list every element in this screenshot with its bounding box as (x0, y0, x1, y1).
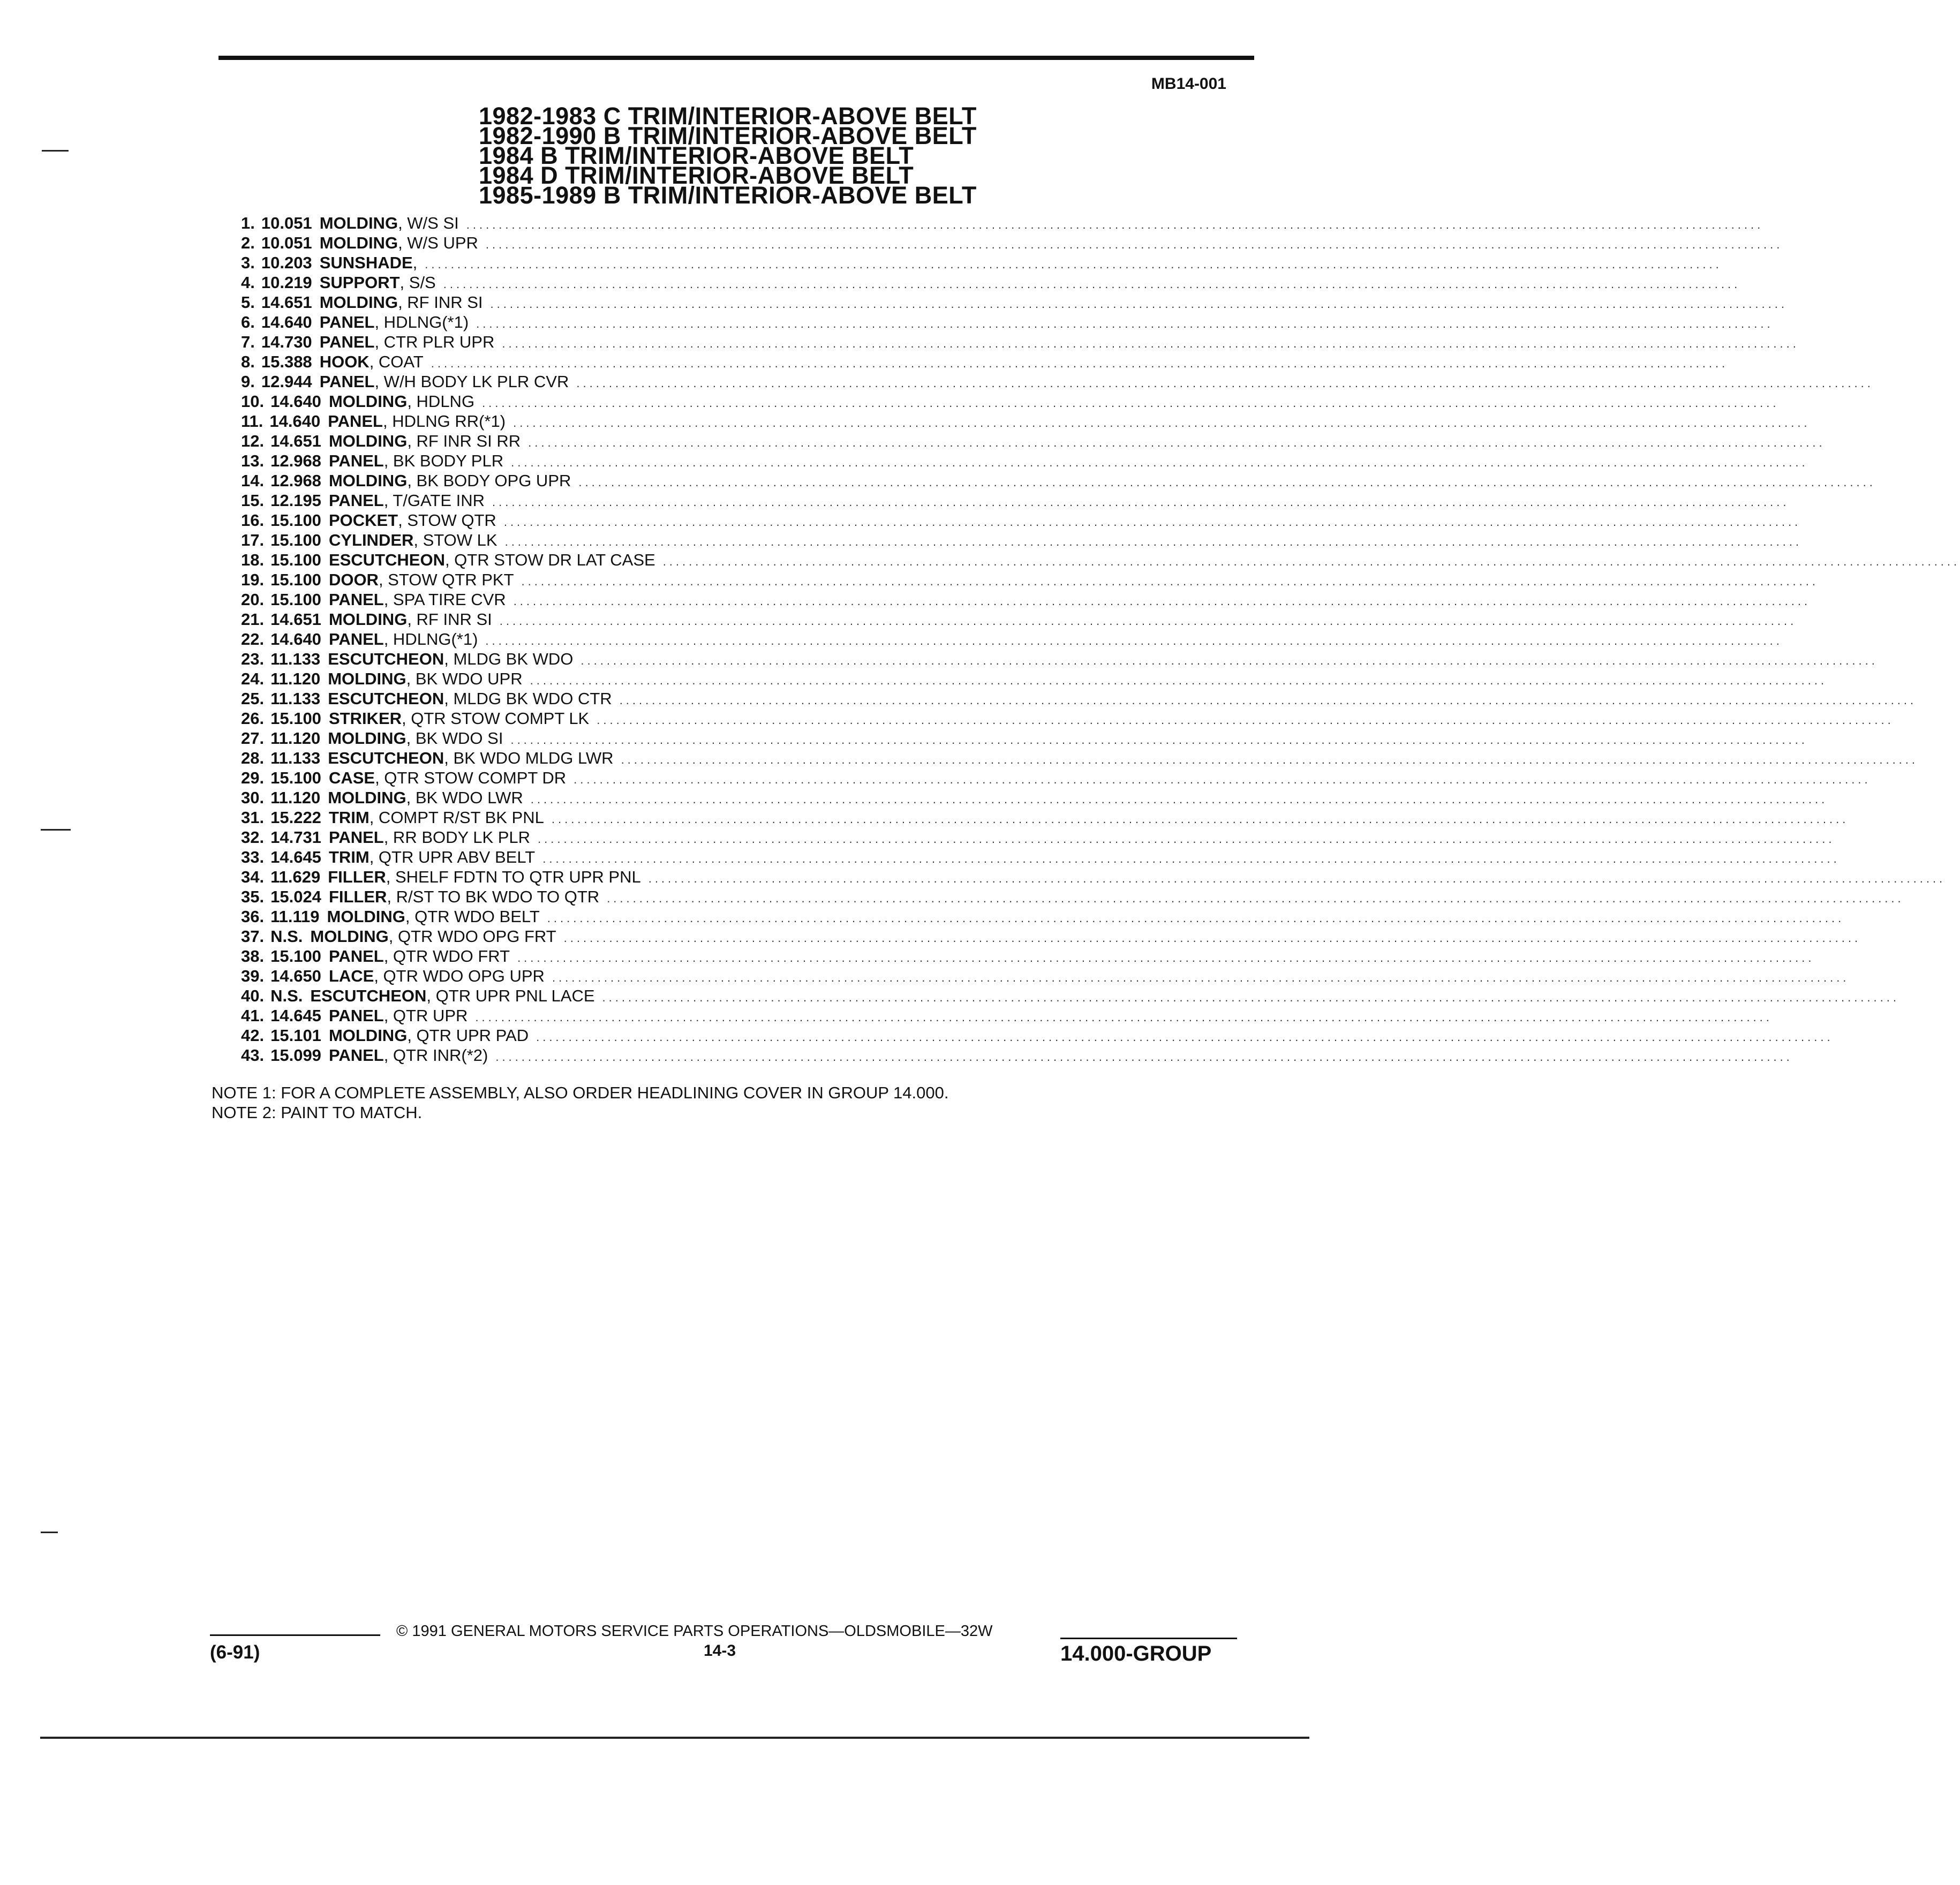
part-number: 14. (241, 471, 265, 490)
part-name: ESCUTCHEON (310, 986, 427, 1005)
part-number: 41. (241, 1006, 265, 1025)
part-row (241, 768, 1871, 788)
part-number: 10. (241, 392, 265, 411)
part-name: CYLINDER (328, 531, 414, 549)
dot-leader: ........................................................................................................................................................................................................ (495, 1050, 1793, 1064)
title-line: 1984 B TRIM/INTERIOR-ABOVE BELT (479, 142, 914, 169)
part-name: HOOK (319, 352, 370, 371)
part-row (241, 1006, 1773, 1026)
part-description: , BK WDO UPR (406, 669, 523, 688)
part-row (241, 411, 1811, 431)
dot-leader: ........................................................................................................................................................................................................ (530, 793, 1828, 806)
part-name: DOOR (328, 570, 379, 589)
part-number: 16. (241, 511, 265, 530)
part-group: 11.629 (270, 868, 321, 886)
page-number: 14-3 (704, 1642, 736, 1660)
part-number: 33. (241, 848, 265, 866)
part-name: MOLDING (328, 669, 406, 688)
part-row (241, 491, 1790, 510)
part-group: 14.640 (269, 412, 321, 431)
dot-leader: ........................................................................................................................................................................................................ (485, 238, 1783, 251)
part-group: 14.651 (270, 432, 321, 450)
dot-leader: ........................................................................................................................................................................................................ (574, 773, 1871, 786)
part-row (241, 550, 1960, 570)
part-description: , T/GATE INR (383, 491, 485, 510)
part-name: MOLDING (328, 1026, 408, 1045)
parts-list (241, 213, 1960, 1065)
dot-leader: ........................................................................................................................................................................................................ (499, 614, 1797, 628)
part-group: 11.120 (270, 669, 321, 688)
part-description: , (412, 253, 418, 272)
part-row (241, 808, 1849, 827)
part-number: 2. (241, 233, 255, 252)
part-number: 43. (241, 1046, 265, 1065)
dot-leader: ........................................................................................................................................................................................................ (482, 396, 1780, 410)
title-line: 1985-1989 B TRIM/INTERIOR-ABOVE BELT (479, 182, 977, 209)
part-group: 15.099 (270, 1046, 321, 1065)
part-name: ESCUTCHEON (328, 749, 444, 767)
part-group: 14.645 (270, 1006, 321, 1025)
footer-rule-right (1060, 1638, 1237, 1639)
part-name: MOLDING (328, 729, 406, 748)
part-number: 30. (241, 788, 265, 807)
part-description: , STOW LK (413, 531, 497, 549)
part-number: 12. (241, 432, 265, 450)
part-description: , RR BODY LK PLR (383, 828, 531, 847)
part-row (241, 649, 1878, 669)
part-row (241, 907, 1845, 926)
part-group: 15.100 (270, 531, 321, 549)
revision-date: (6-91) (210, 1642, 260, 1663)
part-group: 12.968 (270, 451, 321, 470)
dot-leader: ........................................................................................................................................................................................................ (662, 555, 1960, 568)
part-group: 14.650 (270, 967, 321, 985)
dot-leader: ........................................................................................................................................................................................................ (476, 317, 1774, 330)
part-row (241, 669, 1828, 689)
dot-leader: ........................................................................................................................................................................................................ (551, 812, 1849, 826)
part-name: FILLER (328, 887, 387, 906)
part-name: MOLDING (319, 293, 398, 312)
part-number: 32. (241, 828, 265, 847)
part-name: MOLDING (328, 432, 408, 450)
part-number: 24. (241, 669, 265, 688)
part-name: PANEL (328, 491, 384, 510)
part-number: 34. (241, 868, 265, 886)
part-name: PANEL (319, 313, 375, 331)
dot-leader: ........................................................................................................................................................................................................ (521, 575, 1819, 588)
part-row (241, 946, 1815, 966)
part-name: POCKET (328, 511, 398, 530)
part-number: 15. (241, 491, 265, 510)
copyright-text: © 1991 GENERAL MOTORS SERVICE PARTS OPERATIONS—OLDSMOBILE—32W (396, 1623, 993, 1640)
part-row (241, 431, 1826, 451)
part-group: 15.100 (270, 511, 321, 530)
part-group: 14.645 (270, 848, 321, 866)
part-description: , QTR STOW DR LAT CASE (444, 551, 655, 569)
part-group: 14.651 (261, 293, 312, 312)
part-row (241, 728, 1808, 748)
part-row (241, 926, 1861, 946)
part-description: , BK BODY PLR (383, 451, 504, 470)
part-group: 11.120 (270, 788, 321, 807)
part-description: , W/H BODY LK PLR CVR (374, 372, 569, 391)
part-number: 27. (241, 729, 265, 748)
part-name: PANEL (328, 590, 384, 609)
dot-leader: ........................................................................................................................................................................................................ (597, 713, 1894, 727)
part-name: STRIKER (328, 709, 402, 728)
part-row (241, 253, 1722, 273)
dot-leader: ........................................................................................................................................................................................................ (581, 654, 1878, 667)
part-description: , QTR UPR PAD (407, 1026, 529, 1045)
footer-rule-left (210, 1634, 380, 1636)
part-group: 15.100 (270, 709, 321, 728)
part-group: 14.640 (270, 630, 321, 649)
part-name: PANEL (328, 630, 384, 649)
part-name: PANEL (319, 372, 375, 391)
part-group: 15.100 (270, 947, 321, 966)
part-row (241, 570, 1819, 590)
part-number: 1. (241, 214, 255, 232)
dot-leader: ........................................................................................................................................................................................................ (510, 733, 1808, 747)
part-description: , MLDG BK WDO (444, 650, 574, 668)
part-description: , RF INR SI RR (407, 432, 521, 450)
dot-leader: ........................................................................................................................................................................................................ (511, 456, 1808, 469)
part-description: , STOW QTR (398, 511, 496, 530)
part-group: 11.133 (270, 650, 321, 668)
note-2: NOTE 2: PAINT TO MATCH. (212, 1103, 423, 1122)
part-number: 6. (241, 313, 255, 331)
part-row (241, 629, 1783, 649)
dot-leader: ........................................................................................................................................................................................................ (490, 297, 1788, 311)
part-row (241, 391, 1780, 411)
part-row (241, 213, 1764, 233)
part-row (241, 609, 1797, 629)
part-number: 29. (241, 768, 265, 787)
part-name: PANEL (328, 412, 383, 431)
dot-leader: ........................................................................................................................................................................................................ (466, 218, 1764, 231)
dot-leader: ........................................................................................................................................................................................................ (485, 634, 1783, 647)
part-row (241, 966, 1850, 986)
dot-leader: ........................................................................................................................................................................................................ (552, 971, 1850, 984)
dot-leader: ........................................................................................................................................................................................................ (492, 495, 1790, 509)
part-row (241, 510, 1801, 530)
part-group: 15.100 (270, 551, 321, 569)
part-description: , W/S SI (398, 214, 459, 232)
part-group: 11.120 (270, 729, 321, 748)
part-row (241, 986, 1899, 1006)
dot-leader: ........................................................................................................................................................................................................ (578, 476, 1876, 489)
part-description: , QTR UPR PNL LACE (426, 986, 595, 1005)
top-rule (218, 56, 1254, 60)
part-description: , BK WDO SI (406, 729, 503, 748)
dot-leader: ........................................................................................................................................................................................................ (431, 357, 1729, 370)
dot-leader: ........................................................................................................................................................................................................ (425, 258, 1722, 271)
part-number: 5. (241, 293, 255, 312)
dot-leader: ........................................................................................................................................................................................................ (513, 416, 1811, 429)
dot-leader: ........................................................................................................................................................................................................ (443, 277, 1741, 291)
part-name: MOLDING (310, 927, 389, 946)
part-group: 11.133 (270, 749, 321, 767)
part-row (241, 451, 1808, 471)
part-number: 18. (241, 551, 265, 569)
part-description: , MLDG BK WDO CTR (444, 689, 612, 708)
part-row (241, 372, 1874, 391)
part-group: 15.388 (261, 352, 312, 371)
part-name: MOLDING (319, 214, 398, 232)
part-name: MOLDING (328, 788, 406, 807)
dot-leader: ........................................................................................................................................................................................................ (502, 337, 1799, 350)
part-number: 35. (241, 887, 265, 906)
part-number: 31. (241, 808, 265, 827)
part-number: 13. (241, 451, 265, 470)
part-description: , QTR WDO BELT (405, 907, 540, 926)
part-description: , COAT (369, 352, 424, 371)
part-number: 11. (241, 412, 263, 431)
part-description: , BK BODY OPG UPR (407, 471, 571, 490)
dot-leader: ........................................................................................................................................................................................................ (576, 376, 1874, 390)
part-group: 10.219 (261, 273, 312, 292)
part-row (241, 689, 1917, 708)
part-group: 14.731 (270, 828, 321, 847)
part-name: PANEL (328, 451, 384, 470)
part-group: 11.133 (270, 689, 321, 708)
part-description: , QTR STOW COMPT LK (402, 709, 590, 728)
part-description: , BK WDO MLDG LWR (444, 749, 614, 767)
part-row (241, 312, 1774, 332)
part-group: 15.100 (270, 590, 321, 609)
part-description: , HDLNG(*1) (374, 313, 469, 331)
part-number: 36. (241, 907, 265, 926)
part-row (241, 708, 1894, 728)
part-number: 8. (241, 352, 255, 371)
part-name: MOLDING (327, 907, 405, 926)
part-number: 25. (241, 689, 265, 708)
part-group: N.S. (270, 927, 303, 946)
margin-mark (41, 829, 71, 831)
margin-mark (42, 150, 69, 152)
part-group: 14.640 (270, 392, 321, 411)
document-code: MB14-001 (1151, 75, 1226, 93)
part-row (241, 748, 1919, 768)
part-number: 3. (241, 253, 255, 272)
part-number: 40. (241, 986, 265, 1005)
part-description: , W/S UPR (398, 233, 478, 252)
title-line: 1984 D TRIM/INTERIOR-ABOVE BELT (479, 162, 914, 189)
part-name: TRIM (328, 848, 370, 866)
part-group: 11.119 (270, 907, 320, 926)
part-number: 20. (241, 590, 265, 609)
dot-leader: ........................................................................................................................................................................................................ (563, 931, 1861, 945)
part-name: PANEL (328, 828, 384, 847)
part-row (241, 847, 1840, 867)
part-number: 38. (241, 947, 265, 966)
dot-leader: ........................................................................................................................................................................................................ (648, 872, 1946, 885)
part-row (241, 590, 1811, 609)
part-name: PANEL (328, 947, 384, 966)
part-number: 17. (241, 531, 265, 549)
part-group: 15.100 (270, 768, 321, 787)
dot-leader: ........................................................................................................................................................................................................ (503, 515, 1801, 529)
part-description: , R/ST TO BK WDO TO QTR (387, 887, 600, 906)
part-number: 7. (241, 333, 255, 351)
margin-mark (41, 1532, 58, 1533)
part-name: TRIM (328, 808, 370, 827)
part-description: , HDLNG(*1) (383, 630, 478, 649)
dot-leader: ........................................................................................................................................................................................................ (530, 674, 1828, 687)
title-block (479, 102, 977, 209)
part-row (241, 332, 1799, 352)
part-number: 21. (241, 610, 265, 629)
part-group: 12.968 (270, 471, 321, 490)
dot-leader: ........................................................................................................................................................................................................ (538, 832, 1835, 846)
part-number: 4. (241, 273, 255, 292)
part-number: 39. (241, 967, 265, 985)
part-row (241, 292, 1788, 312)
dot-leader: ........................................................................................................................................................................................................ (536, 1030, 1834, 1044)
part-number: 23. (241, 650, 265, 668)
part-description: , SPA TIRE CVR (383, 590, 506, 609)
part-group: 10.051 (261, 214, 312, 232)
part-description: , HDLNG (407, 392, 475, 411)
part-group: 10.051 (261, 233, 312, 252)
part-description: , QTR INR(*2) (383, 1046, 488, 1065)
part-row (241, 867, 1946, 887)
part-description: , QTR UPR (383, 1006, 468, 1025)
part-group: 14.640 (261, 313, 312, 331)
part-row (241, 530, 1803, 550)
part-name: MOLDING (328, 610, 408, 629)
part-group: 15.024 (270, 887, 321, 906)
dot-leader: ........................................................................................................................................................................................................ (547, 911, 1845, 925)
part-name: MOLDING (319, 233, 398, 252)
part-number: 19. (241, 570, 265, 589)
part-row (241, 1045, 1793, 1065)
dot-leader: ........................................................................................................................................................................................................ (619, 693, 1917, 707)
title-line: 1982-1983 C TRIM/INTERIOR-ABOVE BELT (479, 102, 977, 130)
part-name: CASE (328, 768, 375, 787)
part-description: , RF INR SI (398, 293, 483, 312)
part-name: ESCUTCHEON (328, 689, 444, 708)
part-name: PANEL (328, 1006, 384, 1025)
part-description: , CTR PLR UPR (374, 333, 495, 351)
part-group: 14.651 (270, 610, 321, 629)
part-group: 14.730 (261, 333, 312, 351)
part-description: , BK WDO LWR (406, 788, 523, 807)
part-name: PANEL (319, 333, 375, 351)
part-row (241, 827, 1835, 847)
part-description: , STOW QTR PKT (378, 570, 514, 589)
part-name: SUNSHADE (319, 253, 413, 272)
part-row (241, 1026, 1834, 1045)
part-description: , HDLNG RR(*1) (382, 412, 506, 431)
part-group: 12.944 (261, 372, 312, 391)
part-row (241, 788, 1828, 808)
part-name: ESCUTCHEON (328, 650, 444, 668)
part-row (241, 233, 1783, 253)
part-number: 42. (241, 1026, 265, 1045)
part-description: , COMPT R/ST BK PNL (369, 808, 544, 827)
part-number: 22. (241, 630, 265, 649)
part-name: ESCUTCHEON (328, 551, 445, 569)
part-description: , RF INR SI (407, 610, 492, 629)
part-group: N.S. (270, 986, 303, 1005)
part-row (241, 471, 1876, 491)
part-group: 15.100 (270, 570, 321, 589)
dot-leader: ........................................................................................................................................................................................................ (602, 991, 1899, 1004)
part-description: , QTR STOW COMPT DR (375, 768, 567, 787)
dot-leader: ........................................................................................................................................................................................................ (528, 436, 1826, 449)
dot-leader: ........................................................................................................................................................................................................ (504, 535, 1803, 548)
part-group: 15.101 (270, 1026, 321, 1045)
part-group: 12.195 (270, 491, 321, 510)
title-line: 1982-1990 B TRIM/INTERIOR-ABOVE BELT (479, 122, 977, 149)
notes-block (212, 1083, 949, 1122)
part-name: MOLDING (328, 471, 408, 490)
part-description: , QTR UPR ABV BELT (369, 848, 536, 866)
dot-leader: ........................................................................................................................................................................................................ (621, 753, 1919, 766)
part-name: SUPPORT (319, 273, 400, 292)
part-row (241, 887, 1904, 907)
part-description: , QTR WDO OPG UPR (374, 967, 545, 985)
group-label: 14.000-GROUP (1060, 1642, 1212, 1665)
dot-leader: ........................................................................................................................................................................................................ (542, 852, 1840, 865)
part-group: 15.222 (270, 808, 321, 827)
part-number: 37. (241, 927, 265, 946)
part-name: LACE (328, 967, 374, 985)
part-group: 10.203 (261, 253, 312, 272)
note-1: NOTE 1: FOR A COMPLETE ASSEMBLY, ALSO ORDER HEADLINING COVER IN GROUP 14.000. (212, 1083, 949, 1102)
dot-leader: ........................................................................................................................................................................................................ (607, 892, 1904, 905)
part-description: , QTR WDO OPG FRT (388, 927, 556, 946)
part-number: 26. (241, 709, 265, 728)
part-name: PANEL (328, 1046, 384, 1065)
part-name: MOLDING (328, 392, 408, 411)
bottom-rule (40, 1737, 1309, 1739)
part-row (241, 352, 1729, 372)
dot-leader: ........................................................................................................................................................................................................ (513, 594, 1811, 608)
part-description: , SHELF FDTN TO QTR UPR PNL (386, 868, 641, 886)
part-name: FILLER (328, 868, 386, 886)
part-row (241, 273, 1741, 292)
part-number: 9. (241, 372, 255, 391)
part-description: , S/S (399, 273, 436, 292)
part-number: 28. (241, 749, 265, 767)
dot-leader: ........................................................................................................................................................................................................ (475, 1011, 1773, 1024)
dot-leader: ........................................................................................................................................................................................................ (517, 951, 1815, 964)
part-description: , QTR WDO FRT (383, 947, 510, 966)
